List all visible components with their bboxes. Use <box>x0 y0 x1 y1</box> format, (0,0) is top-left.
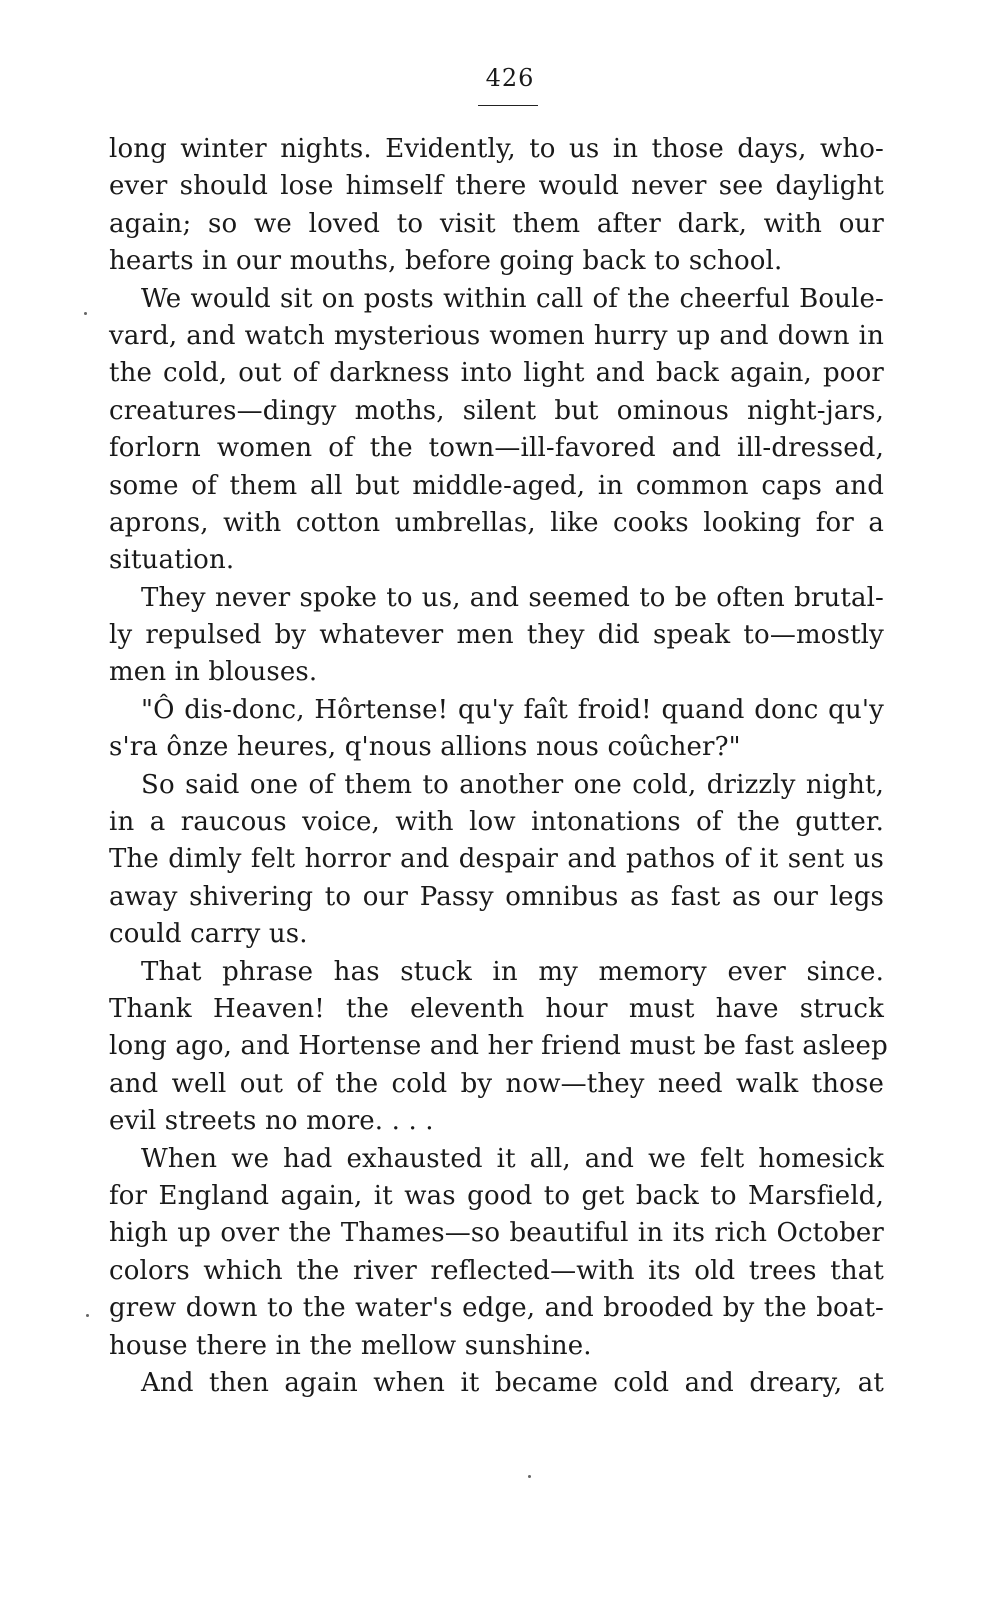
page-number: 426 <box>485 64 535 92</box>
text-line: vard, and watch mysterious women hurry up and down in <box>109 320 884 351</box>
text-line: could carry us. <box>109 919 308 950</box>
text-line: creatures—dingy moths, silent but ominous night-jars, <box>109 395 884 426</box>
text-line: house there in the mellow sunshine. <box>109 1330 592 1361</box>
text-line: They never spoke to us, and seemed to be often brutal- <box>141 582 884 613</box>
scan-speck <box>86 1314 89 1317</box>
text-line: We would sit on posts within call of the cheerful Boule- <box>141 283 884 314</box>
text-line: grew down to the water's edge, and brooded by the boat- <box>109 1293 884 1324</box>
text-line: high up over the Thames—so beautiful in its rich October <box>109 1218 884 1249</box>
scan-speck <box>528 1475 531 1478</box>
text-line: men in blouses. <box>109 657 318 688</box>
text-line: and well out of the cold by now—they need walk those <box>109 1068 884 1099</box>
text-line: for England again, it was good to get back to Marsfield, <box>109 1180 884 1211</box>
text-line: s'ra ônze heures, q'nous allions nous coûcher?" <box>109 732 741 763</box>
text-line: aprons, with cotton umbrellas, like cooks looking for a <box>109 507 884 538</box>
header-rule <box>478 105 538 106</box>
text-line: ever should lose himself there would never see daylight <box>109 171 884 202</box>
text-line: some of them all but middle-aged, in common caps and <box>109 470 884 501</box>
text-line: in a raucous voice, with low intonations of the gutter. <box>109 807 884 838</box>
body-text <box>109 131 888 1402</box>
text-line: And then again when it became cold and dreary, at <box>141 1367 884 1398</box>
scan-speck <box>84 312 87 315</box>
text-line: away shivering to our Passy omnibus as fast as our legs <box>109 881 884 912</box>
text-line: again; so we loved to visit them after dark, with our <box>109 208 884 239</box>
text-line: forlorn women of the town—ill-favored and ill-dressed, <box>109 433 884 464</box>
text-line: hearts in our mouths, before going back to school. <box>109 246 783 277</box>
text-line: "Ô dis-donc, Hôrtense! qu'y faît froid! quand donc qu'y <box>141 694 884 725</box>
text-line: So said one of them to another one cold, drizzly night, <box>141 769 884 800</box>
text-line: The dimly felt horror and despair and pathos of it sent us <box>109 844 884 875</box>
text-line: situation. <box>109 545 235 576</box>
text-line: long winter nights. Evidently, to us in those days, who- <box>109 134 884 164</box>
text-line: evil streets no more. . . . <box>109 1106 434 1137</box>
text-line: colors which the river reflected—with its old trees that <box>109 1255 884 1286</box>
text-line: That phrase has stuck in my memory ever since. <box>141 956 884 987</box>
text-line: Thank Heaven! the eleventh hour must have struck <box>109 993 884 1024</box>
text-line: the cold, out of darkness into light and back again, poor <box>109 358 884 389</box>
text-line: ly repulsed by whatever men they did speak to—mostly <box>109 620 884 651</box>
text-line: long ago, and Hortense and her friend must be fast asleep <box>109 1031 888 1062</box>
text-line: When we had exhausted it all, and we felt homesick <box>141 1143 884 1174</box>
